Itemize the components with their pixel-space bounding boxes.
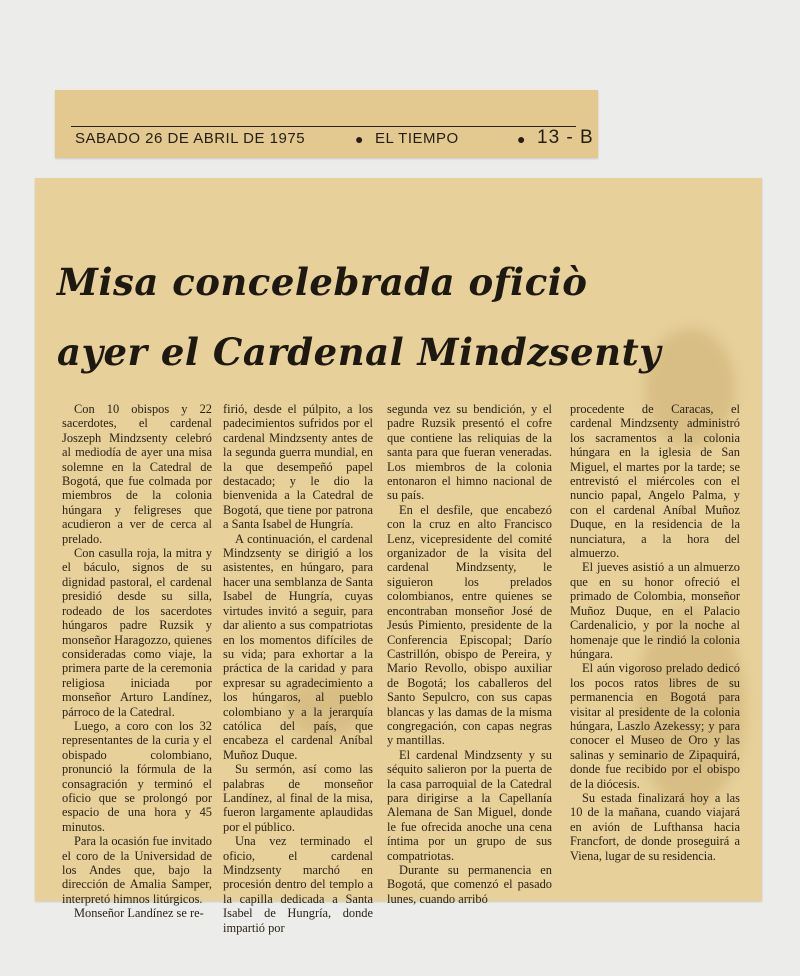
paragraph: Luego, a coro con los 32 representantes de la curia y el obispado colombiano, pronunció la fórmula de la consagración y terminó el oficio que se prolongó por espacio de una hora y 45 minutos.: [62, 718, 212, 834]
paragraph: firió, desde el púlpito, a los padecimientos sufridos por el cardenal Mindzsenty antes de la segunda guerra mundial, en la que desempeñó papel destacado; y le dio la bienvenida a la Catedral de Bogotá, que tiene por patrona a Santa Isabel de Hungría.: [223, 402, 373, 532]
paragraph: segunda vez su bendición, y el padre Ruzsik presentó el cofre que contiene las reliquias de la santa para que fueran veneradas. Los miembros de la colonia entonaron el himno nacional de su país.: [387, 402, 552, 503]
paragraph: En el desfile, que encabezó con la cruz en alto Francisco Lenz, vicepresidente del comité organizador de la visita del cardenal Mindzsenty, le siguieron los prelados colombianos, entre quienes se encontraban monseñor José de Jesús Pimiento, presidente de la Conferencia Episcopal; Darío Castrillón, obispo de Pereira, y Mario Revollo, obispo auxiliar de Bogotá; los caballeros del Santo Sepulcro, con sus capas blancas y las damas de la misma congregación, con capas negras y mantillas.: [387, 502, 552, 748]
publication-date: SABADO 26 DE ABRIL DE 1975: [75, 130, 306, 147]
page-number: 13 - B: [537, 127, 594, 148]
paragraph: Monseñor Landínez se re-: [74, 906, 204, 921]
paragraph: A continuación, el cardenal Mindzsenty se dirigió a los asistentes, en húngaro, para hacer una semblanza de Santa Isabel de Hungría, cuyas virtudes invitó a seguir, para dar aliento a sus compatriotas en los momentos difíciles de su vida; para exhortar a la práctica de la caridad y para expresar su agradecimiento a los húngaros, al pueblo colombiano y a la jerarquía católica del país, que encabeza el cardenal Aníbal Muñoz Duque.: [223, 531, 373, 762]
paragraph: Su sermón, así como las palabras de monseñor Landínez, al final de la misa, fueron largamente aplaudidas por el público.: [223, 762, 373, 834]
header-strip-clipping: [55, 90, 598, 158]
article-column-1: [62, 402, 212, 921]
header-rule: [71, 126, 576, 127]
paragraph: Con 10 obispos y 22 sacerdotes, el cardenal Joszeph Mindzsenty celebró al mediodía de ayer una misa solemne en la Catedral de Bogotá, que fue colmada por miembros de la colonia húngara y feligreses que acudieron a ver de cerca al prelado.: [62, 402, 212, 546]
paragraph: Su estada finalizará hoy a las 10 de la mañana, cuando viajará en avión de Lufthansa hacia Francfort, de donde proseguirá a Viena, lugar de su residencia.: [570, 790, 740, 863]
article-column-4: [570, 402, 740, 863]
paragraph: El jueves asistió a un almuerzo que en su honor ofreció el primado de Colombia, monseñor Muñoz Duque, en el Palacio Cardenalicio, y por la noche al homenaje que le rindió la colonia húngara.: [570, 560, 740, 661]
paragraph: Una vez terminado el oficio, el cardenal Mindzsenty marchó en procesión dentro del templo a la capilla dedicada a Santa Isabel de Hungría, donde impartió por: [223, 834, 373, 935]
paragraph: procedente de Caracas, el cardenal Mindzsenty administró los sacramentos a la colonia húngara en la iglesia de San Miguel, el martes por la tarde; se entrevistó el miércoles con el nuncio papal, Angelo Palma, y con el cardenal Aníbal Muñoz Duque, en la residencia de la nunciatura, a la hora del almuerzo.: [570, 402, 740, 561]
article-clipping: [35, 178, 762, 935]
article-column-3: [387, 402, 552, 906]
article-column-2: [223, 402, 373, 935]
paragraph: El cardenal Mindzsenty y su séquito salieron por la puerta de la casa parroquial de la Catedral para dirigirse a la Capellanía Alemana de San Miguel, donde le fue ofrecida anoche una cena íntima por un grupo de sus compatriotas.: [387, 747, 552, 863]
headline-line-2: ayer el Cardenal Mindzsenty: [57, 330, 662, 374]
bullet-icon: ●: [517, 131, 526, 147]
headline-line-1: Misa concelebrada oficiò: [57, 260, 588, 304]
bullet-icon: ●: [355, 131, 364, 147]
paragraph: El aún vigoroso prelado dedicó los pocos ratos libres de su permanencia en Bogotá para visitar al presidente de la colonia húngara, Laszlo Azekessy; y para conocer el Museo de Oro y las salinas y seminario de Zipaquirá, donde fue recibido por el obispo de la diócesis.: [570, 661, 740, 791]
paragraph: Para la ocasión fue invitado el coro de la Universidad de los Andes que, bajo la dirección de Amalia Samper, interpretó himnos litúrgicos.: [62, 834, 212, 906]
paragraph: Durante su permanencia en Bogotá, que comenzó el pasado lunes, cuando arribó: [387, 863, 552, 906]
paragraph: Con casulla roja, la mitra y el báculo, signos de su dignidad pastoral, el cardenal presidió desde su silla, rodeado de los sacerdotes húngaros padre Ruzsik y monseñor Haragozzo, quienes consideradas como viaje, la primera parte de la ceremonia religiosa iniciada por monseñor Arturo Landínez, párroco de la Catedral.: [62, 546, 212, 719]
newspaper-name: EL TIEMPO: [375, 130, 459, 147]
